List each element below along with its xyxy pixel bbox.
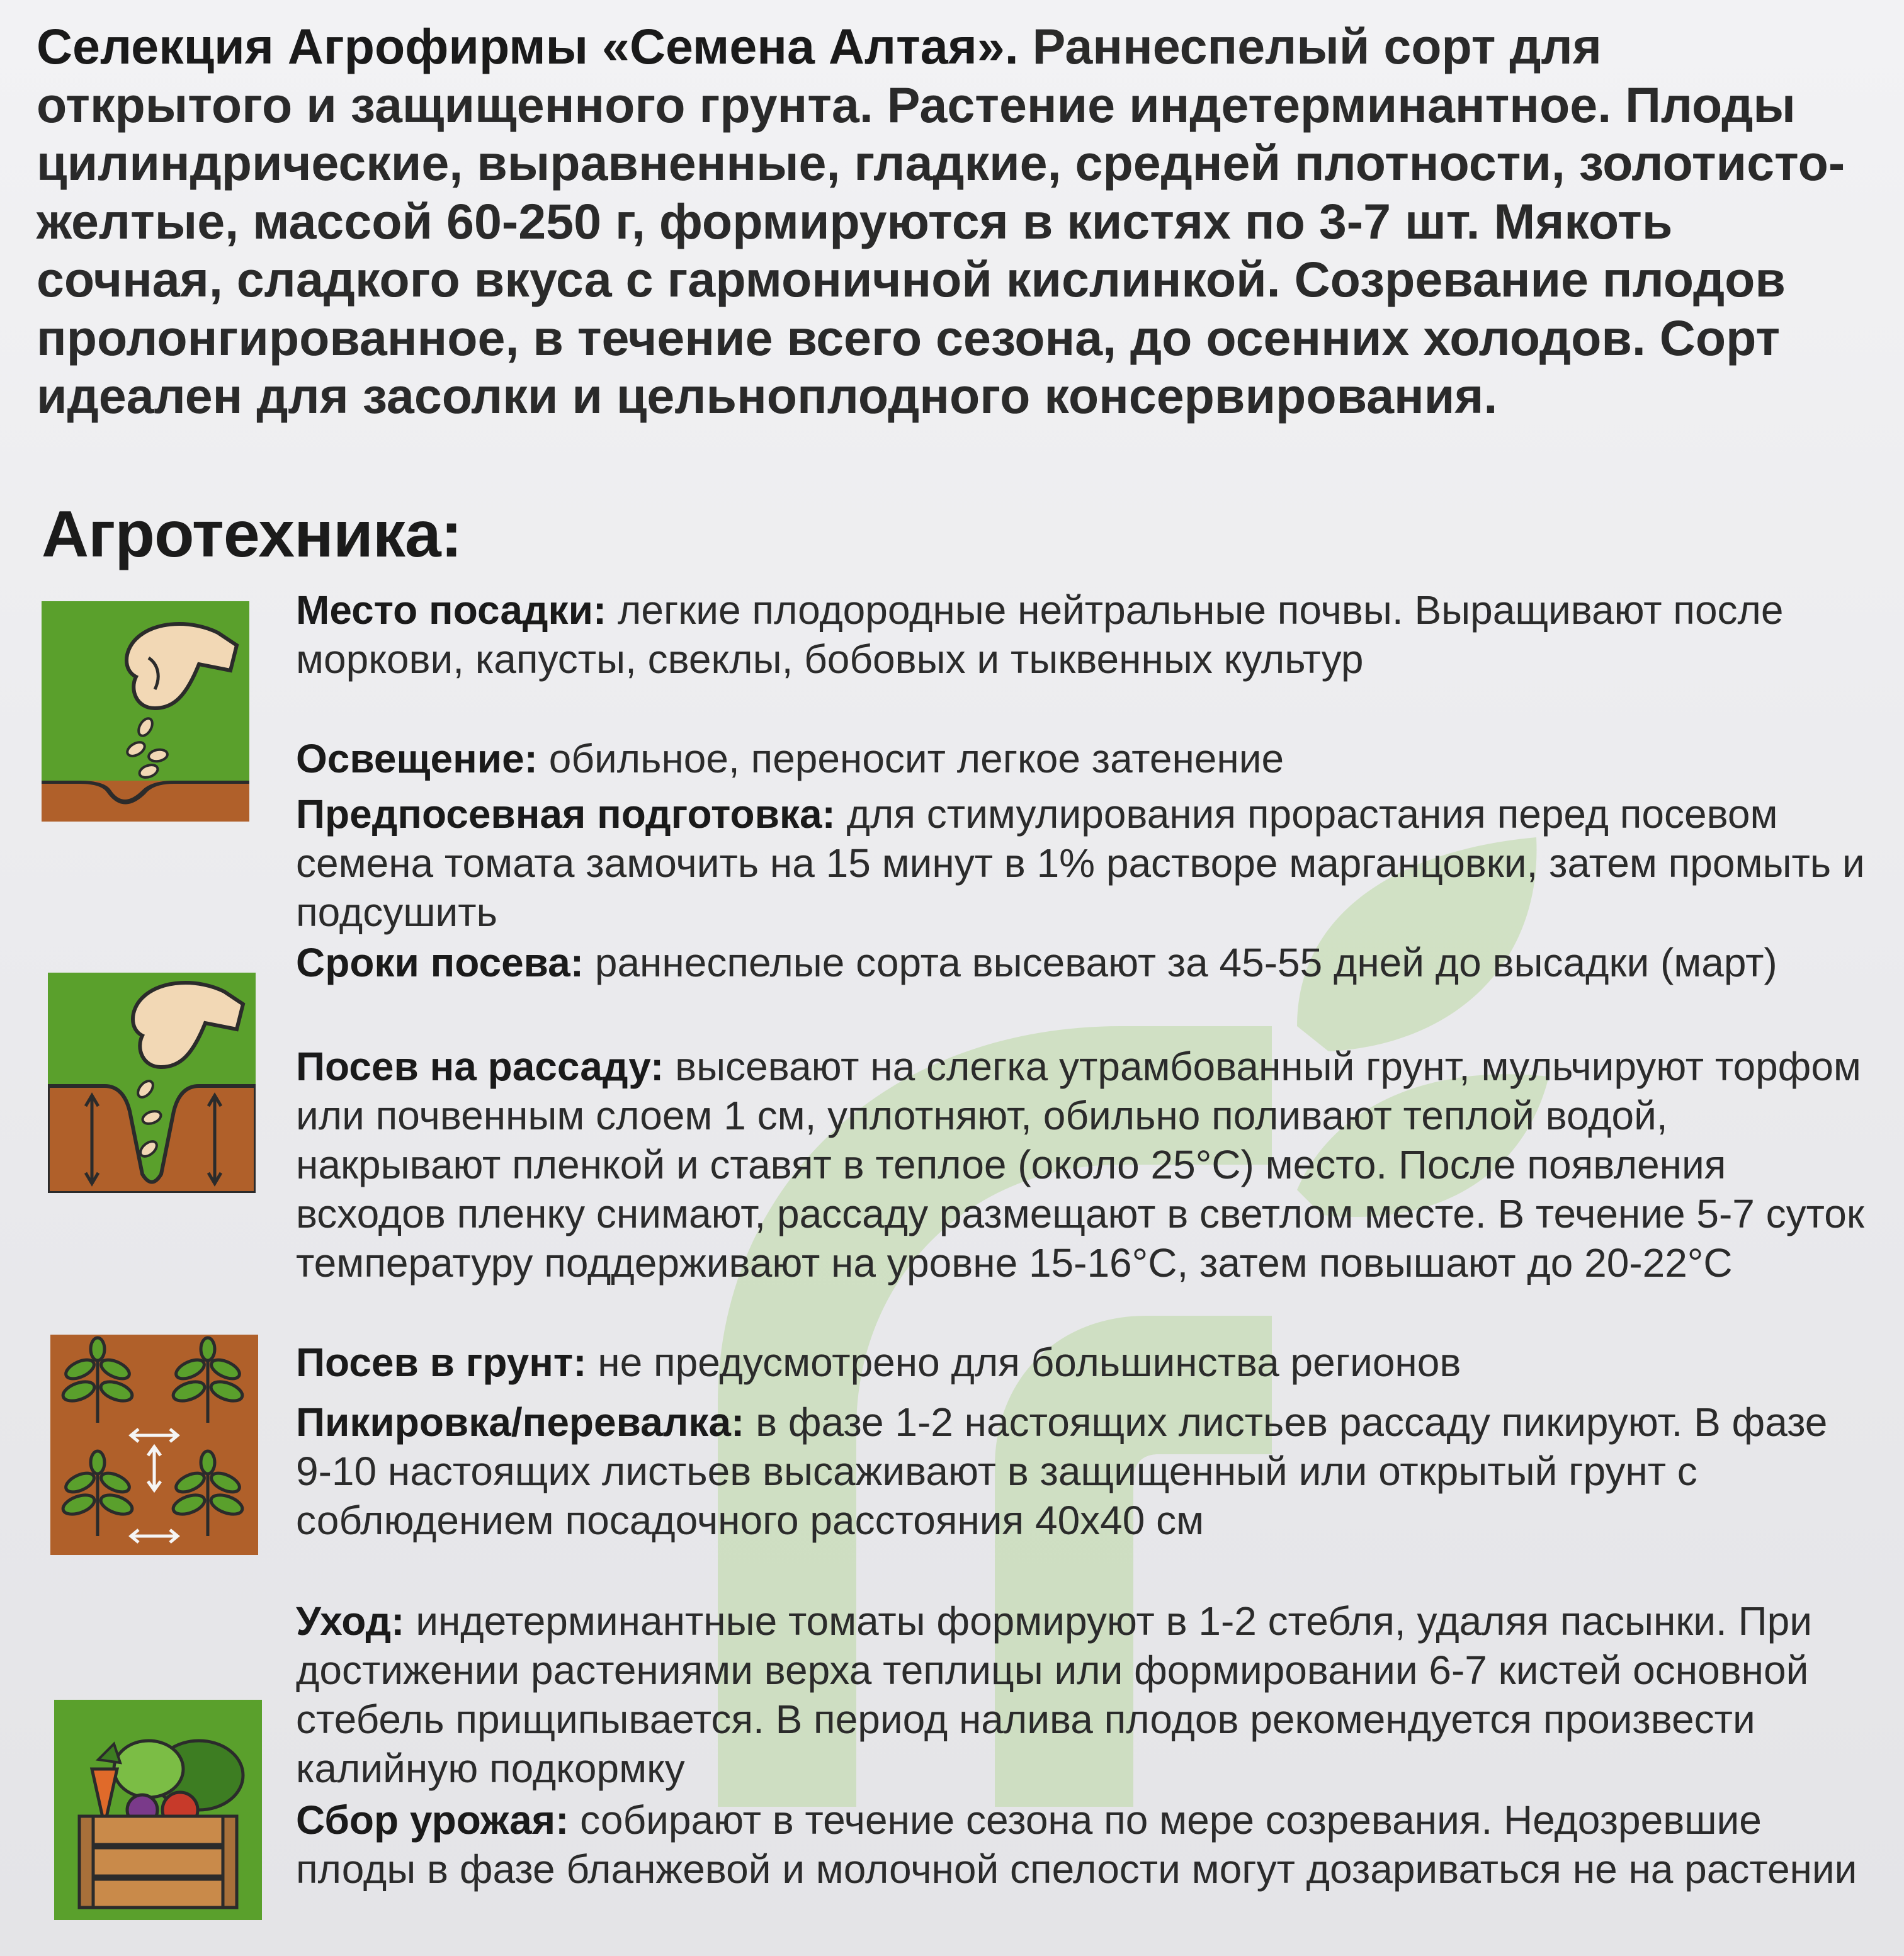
variety-description-text: Раннеспелый сорт для открытого и защищенного грунта. Растение индетерминантное. Плоды цилиндрические, выравненные, гладкие, средней плотности, золотисто-желтые, массой 60-250 г, формируются в кистях по 3-7 шт. Мякоть сочная, сладкого вкуса с гармоничной кислинкой. Созревание плодов пролонгированное, в течение всего сезона, до осенних холодов. Сорт идеален для засолки и цельноплодного консервирования.	[37, 18, 1845, 424]
harvest-text: собирают в течение сезона по мере созревания. Недозревшие плоды в фазе бланжевой и молочной спелости могут дозариваться не на растении	[296, 1797, 1857, 1892]
planting-site-text: легкие плодородные нейтральные почвы. Выращивают после моркови, капусты, свеклы, бобовых и тыквенных культур	[296, 587, 1784, 682]
ground-sowing-text: не предусмотрено для большинства регионов	[598, 1340, 1461, 1385]
pricking-out-item	[296, 1398, 1870, 1545]
sowing-dates-text: раннеспелые сорта высевают за 45-55 дней до высадки (март)	[594, 940, 1777, 985]
presowing-prep-item	[296, 789, 1870, 937]
care-label: Уход:	[296, 1598, 405, 1644]
hand-sowing-seeds-icon	[42, 601, 249, 822]
planting-site-item	[296, 585, 1870, 684]
sowing-dates-label: Сроки посева:	[296, 940, 584, 985]
planting-site-label: Место посадки:	[296, 587, 607, 633]
lighting-item	[296, 734, 1870, 783]
lighting-text: обильное, переносит легкое затенение	[548, 736, 1284, 781]
ground-sowing-label: Посев в грунт:	[296, 1340, 587, 1385]
harvest-crate-icon	[54, 1700, 262, 1920]
care-text: индетерминантные томаты формируют в 1-2 стебля, удаляя пасынки. При достижении растениями верха теплицы или формировании 6-7 кистей основной стебель прищипывается. В период налива плодов рекомендуется произвести калийную подкормку	[296, 1598, 1812, 1791]
plant-spacing-icon	[50, 1335, 258, 1555]
seedling-sowing-item	[296, 1042, 1870, 1287]
pricking-out-text: в фазе 1-2 настоящих листьев рассаду пикируют. В фазе 9-10 настоящих листьев высаживают в защищенный или открытый грунт с соблюдением посадочного расстояния 40х40 см	[296, 1399, 1828, 1543]
lighting-label: Освещение:	[296, 736, 538, 781]
harvest-label: Сбор урожая:	[296, 1797, 569, 1843]
sowing-in-furrow-icon	[48, 973, 256, 1193]
presowing-prep-label: Предпосевная подготовка:	[296, 791, 836, 837]
breeder-lead: Селекция Агрофирмы «Семена Алтая».	[37, 18, 1019, 74]
seedling-sowing-label: Посев на рассаду:	[296, 1044, 664, 1089]
variety-description	[37, 18, 1862, 426]
sowing-dates-item	[296, 938, 1870, 987]
care-item	[296, 1597, 1870, 1793]
agrotech-heading: Агротехника:	[42, 498, 462, 571]
ground-sowing-item	[296, 1338, 1870, 1387]
pricking-out-label: Пикировка/перевалка:	[296, 1399, 745, 1445]
seedling-sowing-text: высевают на слегка утрамбованный грунт, мульчируют торфом или почвенным слоем 1 см, уплотняют, обильно поливают теплой водой, накрывают пленкой и ставят в теплое (около 25°С) место. После появления всходов пленку снимают, рассаду размещают в светлом месте. В течение 5-7 суток температуру поддерживают на уровне 15-16°С, затем повышают до 20-22°С	[296, 1044, 1864, 1286]
harvest-item	[296, 1795, 1870, 1894]
presowing-prep-text: для стимулирования прорастания перед посевом семена томата замочить на 15 минут в 1% растворе марганцовки, затем промыть и подсушить	[296, 791, 1865, 935]
